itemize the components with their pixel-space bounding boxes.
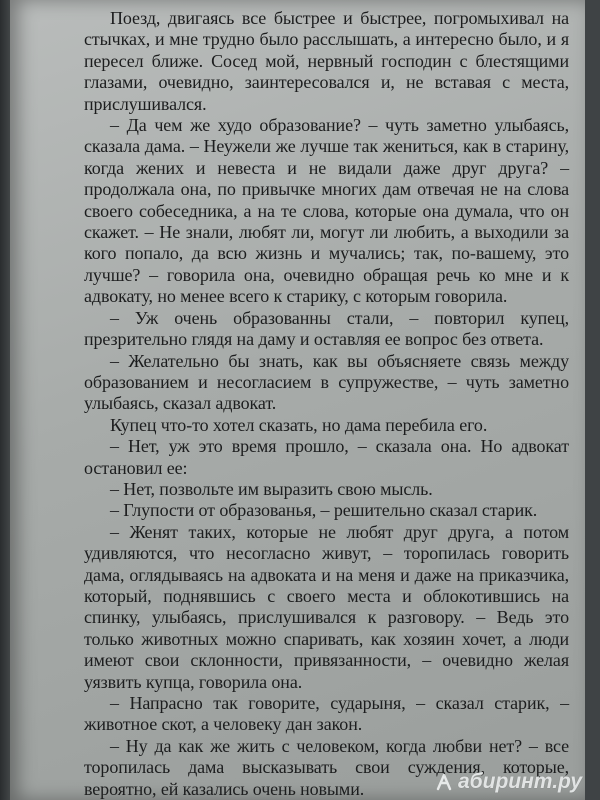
paragraph-1: Поезд, двигаясь все быстрее и быстрее, погромыхивал на стычках, и мне трудно было расслышать, а интересно было, и я пересел ближе. Сосед мой, нервный господин с блестящими глазами, очевидно, заинтересовался и, не вставая с места, прислушивался. (84, 8, 569, 114)
paragraph-4: – Желательно бы знать, как вы объясняете связь между образованием и несогласием в супружестве, – чуть заметно улыбаясь, сказал адвокат. (84, 350, 569, 414)
paragraph-8: – Глупости от образованья, – решительно сказал старик. (110, 500, 538, 521)
paragraph-7: – Нет, позвольте им выразить свою мысль. (110, 478, 433, 499)
book-page (10, 0, 585, 800)
labirint-logo-icon (434, 772, 454, 792)
paragraph-5: Купец что-то хотел сказать, но дама перебила его. (110, 414, 488, 435)
page-text (84, 8, 569, 800)
paragraph-2: – Да чем же худо образование? – чуть заметно улыбаясь, сказала дама. – Неужели же лучше так жениться, как в старину, когда жених и невеста и не видали даже друг друга? – продолжала она, по привычке многих дам отвечая не на слова своего собеседника, а на те слова, которые она думала, что он скажет. – Не знали, любят ли, могут ли любить, а выходили за кого попало, да всю жизнь и мучались; так, по-вашему, это лучше? – говорила она, очевидно обращая речь ко мне и к адвокату, но менее всего к старику, с которым говорила. (84, 115, 569, 307)
paragraph-10: – Напрасно так говорите, сударыня, – сказал старик, – животное скот, а человеку дан закон. (84, 693, 569, 735)
paragraph-9: – Женят таких, которые не любят друг друга, а потом удивляются, что несогласно живут, – торопилась говорить дама, оглядываясь на адвоката и на меня и даже на приказчика, который, поднявшись с своего места и облокотившись на спинку, улыбаясь, прислушивался к разговору. – Ведь это только животных можно спаривать, как хозяин хочет, а люди имеют свои склонности, привязанности, – очевидно желая уязвить купца, говорила она. (84, 521, 569, 692)
paragraph-6: – Нет, уж это время прошло, – сказала она. Но адвокат остановил ее: (84, 436, 569, 478)
paragraph-11: – Ну да как же жить с человеком, когда любви нет? – все торопилась дама высказывать свои суждения, которые, вероятно, ей казались очень новыми. (84, 735, 569, 799)
paragraph-3: – Уж очень образованны стали, – повторил купец, презрительно глядя на даму и оставляя ее вопрос без ответа. (84, 307, 569, 350)
watermark (434, 770, 582, 794)
watermark-text: абиринт.ру (457, 770, 582, 793)
